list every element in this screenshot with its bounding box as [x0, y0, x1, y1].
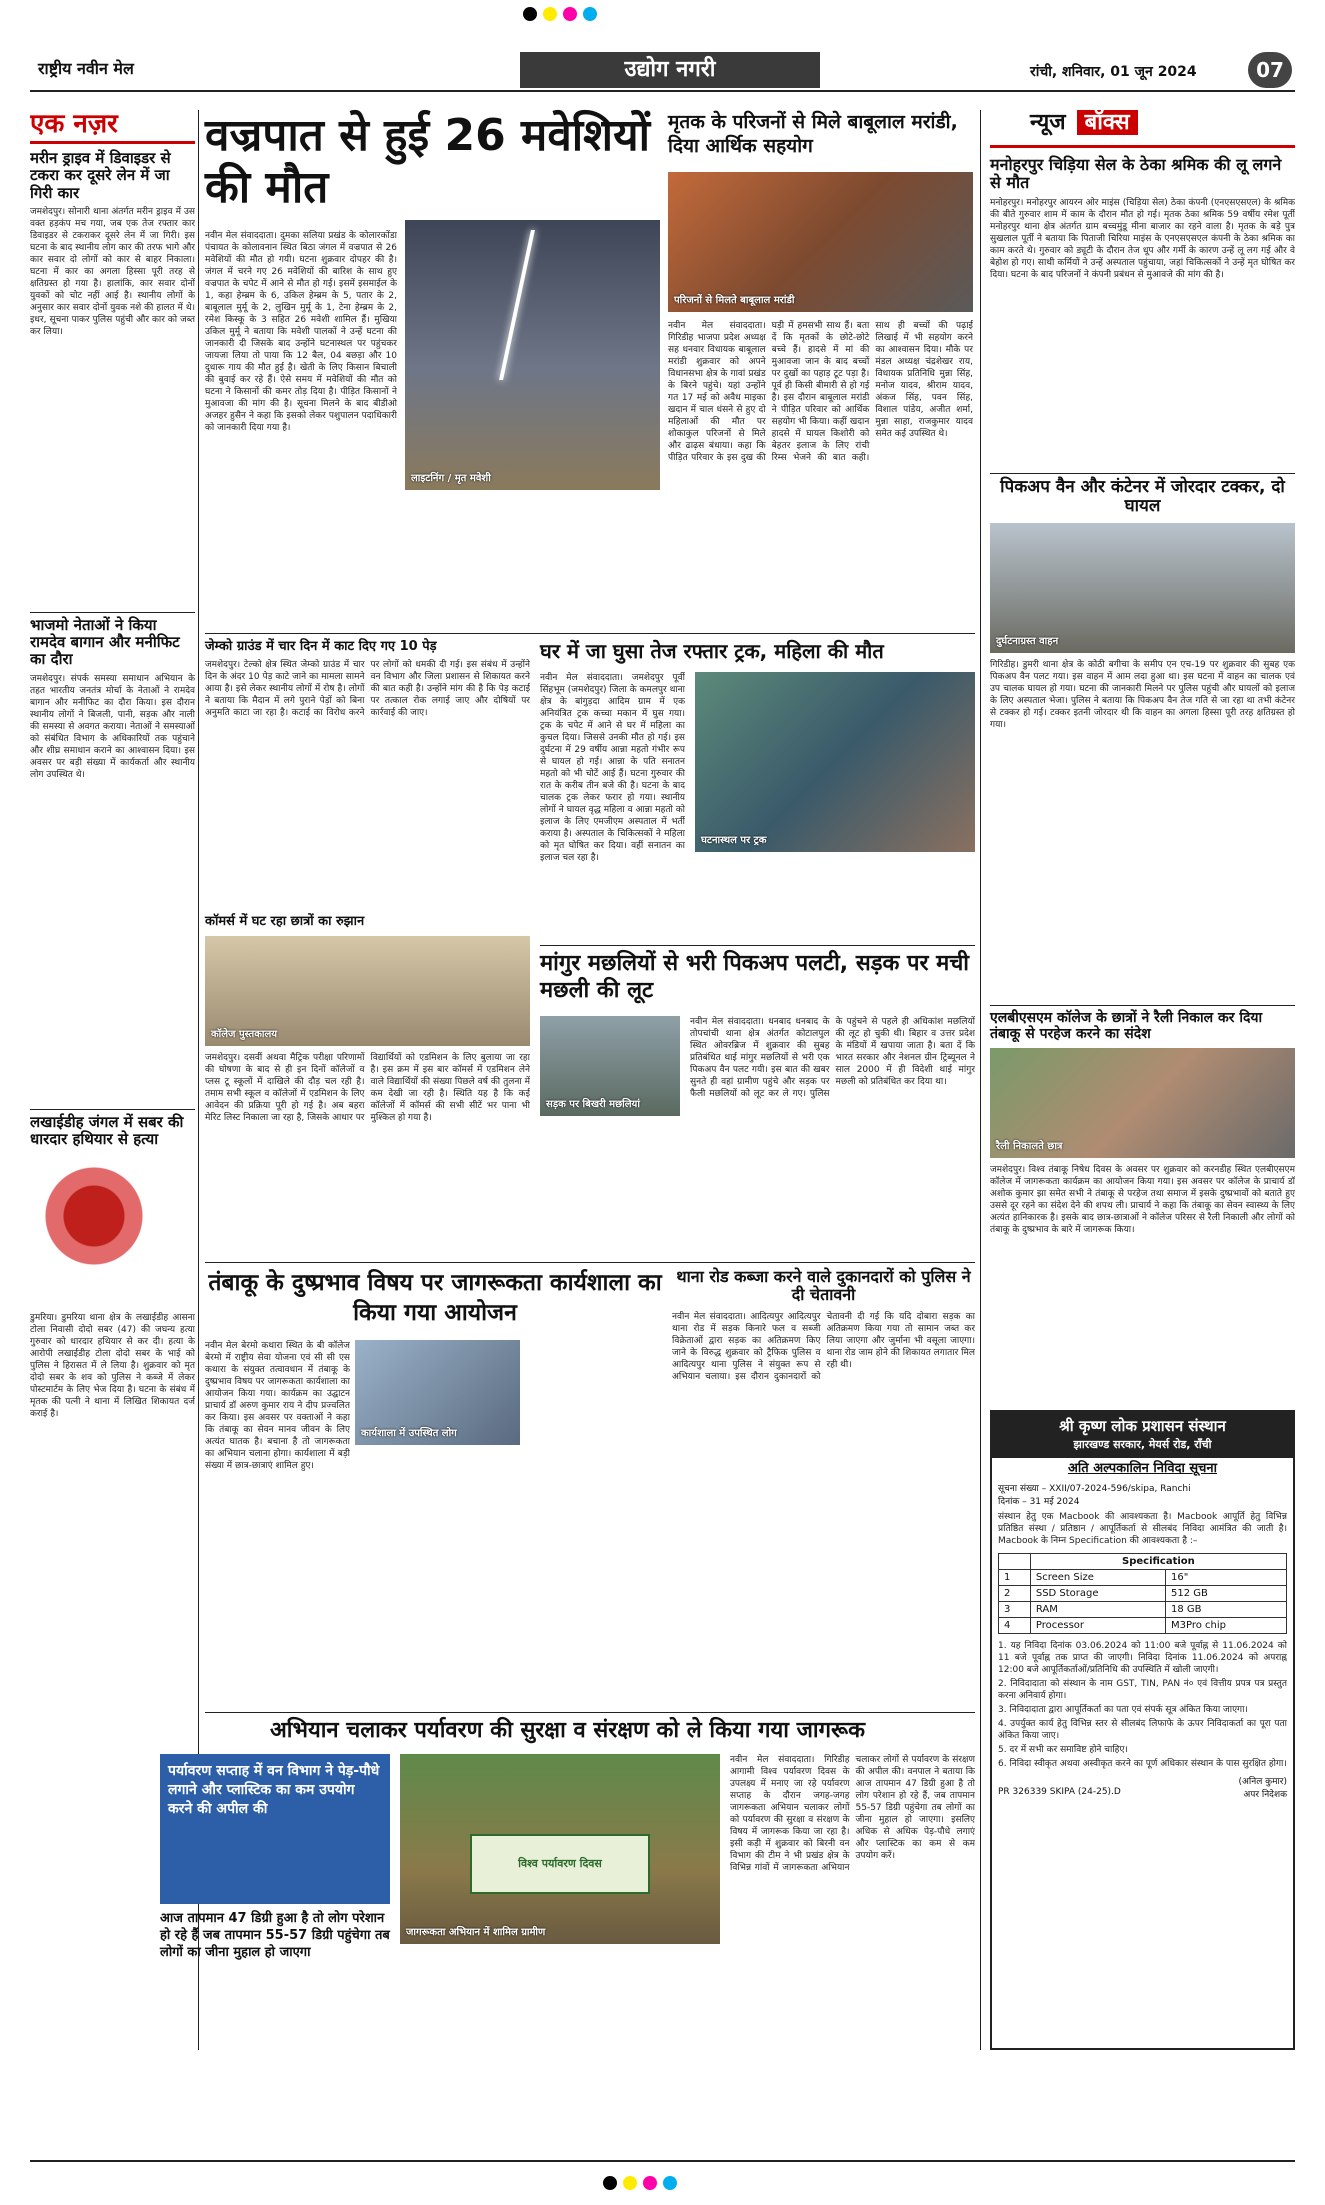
brief-headline: मरीन ड्राइव में डिवाइडर से टकरा कर दूसरे लेन में जा गिरी कार — [30, 149, 171, 202]
body: नवीन मेल संवाददाता। धनबाद धनबाद के तोपचांची थाना क्षेत्र अंतर्गत कोटालपुल स्थित ओवरब्रिज में शुक्रवार की सुबह प्रतिबंधित थाई मांगुर मछलियों से भरी एक पिकअप वैन पलट गयी। इस बात की खबर सुनते ही वहां ग्रामीण पहुंचे और सड़क पर फैली मछलियों को लूट कर ले गए। पुलिस के पहुंचने से पहले ही अधिकांश मछलियों की लूट हो चुकी थी। बिहार व उत्तर प्रदेश के मंडियों में खपाया जाता है। बता दें कि भारत सरकार और नेशनल ग्रीन ट्रिब्यूनल ने साल 2000 में ही विदेशी थाई मांगुर मछली को प्रतिबंधित कर दिया था। — [690, 1017, 975, 1099]
body: नवीन मेल बेरमो कथारा स्थित के बी कॉलेज बेरमो में राष्ट्रीय सेवा योजना एवं सी सी एस कथारा के संयुक्त तत्वावधान में तंबाकू के दुष्प्रभाव विषय पर जागरूकता कार्यशाला का आयोजन किया गया। कार्यक्रम का उद्घाटन प्राचार्य डॉ अरुण कुमार राय ने दीप प्रज्वलित कर किया। इस अवसर पर वक्ताओं ने कहा कि तंबाकू का सेवन मानव जीवन के लिए अत्यंत घातक है। बचाना है तो जागरूकता का अभियान चलाना होगा। कार्यशाला में बड़ी संख्या में छात्र-छात्राएं शामिल हुए। — [205, 1341, 350, 1471]
story3-body: जमशेदपुर। विश्व तंबाकू निषेध दिवस के अवसर पर शुक्रवार को करनडीह स्थित एलबीएसएम कॉलेज में जागरूकता कार्यक्रम का आयोजन किया गया। इस अवसर पर कॉलेज के प्राचार्य डॉ अशोक कुमार झा समेत सभी ने तंबाकू से परहेज तथा समाज में इसके दुष्प्रभावों को बताते हुए उससे दूर रहने का संदेश देने की शपथ ली। प्राचार्य ने कहा कि तंबाकू का सेवन स्वास्थ्य के लिए अत्यंत हानिकारक है। इसके बाद छात्र-छात्राओं ने कॉलेज परिसर से रैली निकाली और लोगों को तंबाकू के दुष्प्रभाव के बारे में जागरूक किया। — [990, 1165, 1295, 1236]
tender-title: अति अल्पकालिन निविदा सूचना — [1068, 1461, 1217, 1477]
spec-heading: Specification — [1030, 1554, 1286, 1570]
environment-photo — [400, 1754, 720, 1944]
story3-headline: एलबीएसएम कॉलेज के छात्रों ने रैली निकाल कर दिया तंबाकू से परहेज करने का संदेश — [990, 1010, 1263, 1043]
tender-header — [992, 1412, 1293, 1458]
spec-item: RAM — [1030, 1602, 1165, 1618]
designation: अपर निदेशक — [1243, 1790, 1287, 1801]
headline: वज्रपात से हुई 26 मवेशियों की मौत — [205, 110, 651, 213]
story2-body: गिरिडीह। डुमरी थाना क्षेत्र के कोठी बगीचा के समीप एन एच-19 पर शुक्रवार की सुबह एक पिकअप वैन पलट गया। इस वाहन में आम लदा हुआ था। इस घटना में वाहन का चालक एवं उप चालक घायल हो गया। घटना की जानकारी मिलने पर पुलिस पहुंची और घायलों को इलाज के लिए अस्पताल भेजा। पुलिस ने बताया कि पिकअप वैन तेज गति से जा रहा था तभी कंटेनर से टक्कर हो गई। टक्कर इतनी जोरदार थी कि वाहन का अगला हिस्सा पूरी तरह क्षतिग्रस्त हो गया। — [990, 659, 1295, 730]
brief-body: डुमरिया। डुमरिया थाना क्षेत्र के लखाईडीह आसना टोला निवासी दोदो सबर (47) की जघन्य हत्या गुरुवार को धारदार हथियार से कर दी। हत्या के आरोपी लखाईडीह टोला दोदो सबर के भाई को पुलिस ने हिरासत में ले लिया है। शुक्रवार को मृत दोदो सबर के शव को पुलिस ने कब्जे में लेकर पोस्टमार्टम के लिए भेज दिया है। घटना के संबंध में मृतक की पत्नी ने थाना में लिखित शिकायत दर्ज कराई है। — [30, 1313, 195, 1419]
photo-caption: कार्यशाला में उपस्थित लोग — [361, 1428, 457, 1439]
brief-body: जमशेदपुर। सोनारी थाना अंतर्गत मरीन ड्राइव में उस वक्त हड़कंप मच गया, जब एक तेज रफ्तार कार डिवाइडर से टकराकर दूसरे लेन में जा गिरी। इस घटना के बाद स्थानीय लोग कार की तरफ भागे और कार सवार दो लोगों को कार से बाहर निकाला। घटना में कार का अगला हिस्सा पूरी तरह से क्षतिग्रस्त हो गया है। हालांकि, कार सवार दोनों युवकों को चोट नहीं आई है। स्थानीय लोगों के अनुसार कार सवार दोनों युवक नशे की हालत में थे। इधर, सूचना पाकर पुलिस पहुंची और कार को जब्त कर लिया। — [30, 206, 195, 337]
workshop-photo — [355, 1340, 520, 1445]
term: 2. निविदादाता को संस्थान के नाम GST, TIN, PAN नं० एवं वित्तीय प्रपत्र पत्र प्रस्तुत करना अनिवार्य होगा। — [998, 1679, 1287, 1702]
news-box-label: न्यूज — [1030, 110, 1066, 135]
photo-caption: सड़क पर बिखरी मछलियां — [546, 1099, 640, 1110]
warning-story — [672, 1268, 975, 1708]
brief-2 — [30, 612, 195, 1103]
spec-item: Processor — [1030, 1618, 1165, 1634]
story1-body: मनोहरपुर। मनोहरपुर आयरन ओर माइंस (चिड़िया सेल) ठेका कंपनी (एनएसएसएल) के श्रमिक की बीते गुरुवार शाम में काम के दौरान मौत हो गई। मृतक ठेका श्रमिक 59 वर्षीय रमेश पूर्ती मनोहरपुर थाना क्षेत्र अंतर्गत ग्राम बच्चमुंडू मीना बाजार का रहने वाला है। मृतक के बड़े पुत्र सुखलाल पूर्ती ने बताया कि पिताजी चिरिया माइंस के एनएसएसएल कंपनी के ठेका श्रमिक का काम करते थे। गुरुवार को ड्यूटी के दौरान तेज धूप और गर्मी के कारण उन्हें लू लग गई और वे बेहोश हो गए। साथी कर्मियों ने उन्हें अस्पताल पहुंचाया, जहां चिकित्सकों ने उन्हें मृत घोषित कर दिया। घटना के बाद परिजनों ने कंपनी प्रबंधन से मुआवजे की मांग की है। — [990, 197, 1295, 280]
spec-no: 4 — [999, 1618, 1031, 1634]
column-rule — [980, 110, 981, 2050]
banner-text: विश्व पर्यावरण दिवस — [518, 1857, 602, 1870]
environment-story — [160, 1718, 975, 2050]
pull-quote-box — [160, 1754, 390, 1904]
spec-item: SSD Storage — [1030, 1586, 1165, 1602]
jemco-story — [205, 640, 530, 910]
photo-caption: लाइटनिंग / मृत मवेशी — [411, 473, 491, 484]
body: नवीन मेल संवाददाता। दुमका सलिया प्रखंड के कोलारकोंडा पंचायत के कोलावनान स्थित बिठा जंगल में वज्रपात से 26 मवेशियों की मौत हो गयी। घटना शुक्रवार दोपहर की है। जंगल में चरने गए 26 मवेशियों की बारिश के साथ हुए वज्रपात के चपेट में आने से मौत हो गई। इसमें इसमाईल के 1, कहा हेम्ब्रम के 6, उकिल हेम्ब्रम के 5, पतार के 2, बाबूलाल मुर्मू के 2, लुखिन मुर्मू के 1, टेना हेम्ब्रम के 2, रमेश किस्कू के 3 सहित 26 मवेशी शामिल हैं। मुखिया उकिल मुर्मू ने बताया कि मवेशी पालकों ने उन्हें घटना की जानकारी दी जिसके बाद उन्होंने घटनास्थल पर पहुंचकर जायजा लिया तो पाया कि 12 बैल, 04 बछड़ा और 10 दुधारू गाय की मौत हुई है। खेती के लिए किसान बिचाली की बुवाई कर रहे हैं। ऐसे समय में मवेशियों की मौत को घटना ने किसानों की कमर तोड़ दिया है। पीड़ित किसानों ने मुआवजा की मांग की है। सूचना मिलने के बाद बीडीओ अजहर हुसैन ने कहा कि इसको लेकर पशुपालन पदाधिकारी को जानकारी दिया गया है। — [205, 231, 397, 433]
tender-org: श्री कृष्ण लोक प्रशासन संस्थान — [1059, 1417, 1226, 1435]
lightning-story — [205, 110, 660, 630]
accident-photo — [990, 523, 1295, 653]
body: नवीन मेल संवाददाता। जमशेदपुर पूर्वी सिंहभूम (जमशेदपुर) जिला के कमलपुर थाना क्षेत्र के बांगुड़दा आदिम ग्राम में एक अनियंत्रित ट्रक कच्चा मकान में घुस गया। ट्रक के चपेट में आने से घर में महिला का कुचल दिया। जिससे उनकी मौत हो गई। इस दुर्घटना में 29 वर्षीय आन्ना महतो गंभीर रूप से घायल हो गई। आन्ना के पति सनातन महतो को भी चोटें आई हैं। घटना गुरुवार की रात के करीब तीन बजे की है। घटना के बाद चालक ट्रक लेकर फरार हो गया। स्थानीय लोगों ने घायल वृद्ध महिला व आन्ना महतो को इलाज के लिए एमजीएम अस्पताल में भर्ती कराया है। अस्पताल के चिकित्सकों ने महिला को मृत घोषित कर दिया। वहीं सनातन का इलाज चल रहा है। — [540, 673, 685, 863]
spec-no: 1 — [999, 1570, 1031, 1586]
truck-photo — [695, 672, 975, 852]
news-box-label-highlight: बॉक्स — [1077, 110, 1138, 135]
brief-1 — [30, 150, 195, 606]
dateline: रांची, शनिवार, 01 जून 2024 — [1030, 64, 1197, 80]
tender-terms — [998, 1640, 1287, 1770]
story1-headline: मनोहरपुर चिड़िया सेल के ठेका श्रमिक की लू लगने से मौत — [990, 155, 1282, 193]
spec-item: Screen Size — [1030, 1570, 1165, 1586]
term: 3. निविदादाता द्वारा आपूर्तिकर्ता का पता एवं संपर्क सूत्र अंकित किया जाएगा। — [998, 1705, 1248, 1716]
truck-story — [540, 640, 975, 940]
page-number: 07 — [1256, 58, 1284, 82]
registration-marks-bottom — [600, 2175, 680, 2194]
spec-table — [998, 1553, 1287, 1634]
fish-photo — [540, 1016, 680, 1116]
news-box-lbsm — [990, 1005, 1295, 1405]
table-row — [999, 1618, 1287, 1634]
library-photo — [205, 936, 530, 1046]
headline: मांगुर मछलियों से भरी पिकअप पलटी, सड़क पर मची मछली की लूट — [540, 951, 970, 1003]
spec-value: 512 GB — [1165, 1586, 1286, 1602]
signatory: (अनिल कुमार) — [1238, 1777, 1287, 1788]
masthead — [30, 50, 1295, 92]
page-number-badge — [1248, 52, 1292, 88]
tender-address: झारखण्ड सरकार, मेयर्स रोड, राँची — [1073, 1438, 1212, 1452]
section-rule — [205, 1712, 975, 1713]
pull-quote: पर्यावरण सप्ताह में वन विभाग ने पेड़-पौधे लगाने और प्लास्टिक का कम उपयोग करने की अपील की — [168, 1763, 380, 1817]
brief-headline: लखाईडीह जंगल में सबर की धारदार हथियार से हत्या — [30, 1112, 184, 1148]
section-banner — [520, 52, 820, 88]
term: 1. यह निविदा दिनांक 03.06.2024 को 11:00 बजे पूर्वाह्न से 11.06.2024 को 11 बजे पूर्वाह्न तक प्राप्त की जाएगी। निविदा दिनांक 11.06.2024 को अपराह्न 12:00 बजे आपूर्तिकर्ताओं/प्रतिनिधि की उपस्थिति में खोली जाएगी। — [998, 1641, 1287, 1676]
headline: अभियान चलाकर पर्यावरण की सुरक्षा व संरक्षण को ले किया गया जागरूक — [270, 1718, 865, 1743]
registration-marks-top — [520, 6, 600, 25]
brief-body: जमशेदपुर। संपर्क समस्या समाधान अभियान के तहत भारतीय जनतंत्र मोर्चा के नेताओं ने रामदेव बागान और मनीफिट का दौरा किया। इस दौरान स्थानीय लोगों ने बिजली, पानी, सड़क और नाली की समस्या से अवगत कराया। नेताओं ने समस्याओं को संबंधित विभाग के अधिकारियों तक पहुंचाने और शीघ्र समाधान कराने का आश्वासन दिया। इस अवसर पर बड़ी संख्या में कार्यकर्ता और स्थानीय लोग उपस्थित थे। — [30, 673, 195, 780]
spec-no: 2 — [999, 1586, 1031, 1602]
bottom-border — [30, 2160, 1295, 2162]
commerce-story — [205, 915, 530, 1255]
spec-no: 3 — [999, 1602, 1031, 1618]
tender-intro: संस्थान हेतु एक Macbook की आवश्यकता है। Macbook आपूर्ति हेतु विभिन्न प्रतिष्ठित संस्था / प्रतिष्ठान / आपूर्तिकर्ता से सीलबंद निविदा आमंत्रित की जाती है। Macbook के निम्न Specification की आवश्यकता है :– — [998, 1512, 1287, 1547]
body: जमशेदपुर। दसवीं अथवा मैट्रिक परीक्षा परिणामों की घोषणा के बाद से ही इन दिनों कॉलेजों व प्लस टू स्कूलों में दाखिले की दौड़ चल रही है। तमाम सभी स्कूल व कॉलेजों में एडमिशन के लिए आवेदन की प्रक्रिया पूरी हो गई है। अब बहरा मेरिट लिस्ट निकाला जा रहा है, जिसके आधार पर विद्यार्थियों को एडमिशन के लिए बुलाया जा रहा है। इस क्रम में इस बार कॉमर्स में एडमिशन लेने वाले विद्यार्थियों की संख्या पिछले वर्ष की तुलना में कम देखी जा रही है। स्थिति यह है कि कई कॉलेजों में कॉमर्स की सभी सीटें भर पाना भी मुश्किल हो गया है। — [205, 1052, 530, 1123]
lightning-photo — [405, 220, 660, 490]
pr-number: PR 326339 SKIPA (24-25).D — [998, 1787, 1121, 1798]
photo-caption: घटनास्थल पर ट्रक — [701, 835, 767, 846]
paper-name: राष्ट्रीय नवीन मेल — [38, 59, 134, 78]
brief-headline: भाजमो नेताओं ने किया रामदेव बागान और मनीफिट का दौरा — [30, 615, 180, 669]
tender-notice — [990, 1410, 1295, 2050]
ek-nazar-title: एक नज़र — [30, 110, 118, 139]
story2-headline: पिकअप वैन और कंटेनर में जोरदार टक्कर, दो घायल — [990, 473, 1295, 517]
photo-caption: रैली निकालते छात्र — [996, 1141, 1063, 1153]
headline: कॉमर्स में घट रहा छात्रों का रुझान — [205, 914, 365, 929]
rally-photo — [990, 1048, 1295, 1158]
ek-nazar-header — [30, 110, 195, 144]
spec-value: 16" — [1165, 1570, 1286, 1586]
tobacco-story — [205, 1268, 665, 1708]
blood-splatter-image — [30, 1156, 190, 1306]
marandi-photo — [668, 172, 973, 312]
table-row — [999, 1602, 1287, 1618]
spec-header-no — [999, 1554, 1031, 1570]
term: 4. उपर्युक्त कार्य हेतु विभिन्न स्तर से सीलबंद लिफाफे के ऊपर निविदाकर्ता का पूरा पता अंकित किया जाए। — [998, 1719, 1287, 1742]
term: 5. दर में सभी कर समाविष्ट होने चाहिए। — [998, 1745, 1128, 1756]
photo-caption: दुर्घटनाग्रस्त वाहन — [996, 635, 1059, 647]
headline: तंबाकू के दुष्प्रभाव विषय पर जागरूकता कार्यशाला का किया गया आयोजन — [208, 1270, 662, 1326]
fish-story — [540, 945, 975, 1255]
news-box-header — [990, 110, 1295, 148]
body: नवीन मेल संवाददाता। गिरिडीह भाजपा प्रदेश अध्यक्ष सह धनवार विधायक बाबूलाल मरांडी शुक्रवार को अपने विधानसभा क्षेत्र के गावां प्रखंड के बिरने पहुंचे। यहां उन्होंने गत 17 मई को अवैध माइका खदान में चाल धंसने से हुए दो महिलाओं की मौत पर शोकाकुल परिजनों से मिले और ढाढ़स बंधाया। कहा कि पीड़ित परिवार के इस दुख की घड़ी में हमसभी साथ हैं। बता दें कि मृतकों के छोटे-छोटे बच्चे हैं। हादसे में मां की मुआवजा जान के बाद बच्चों पर दुखों का पहाड़ टूट पड़ा है। पूर्व ही किसी बीमारी से हो गई है। इस दौरान बाबूलाल मरांडी ने पीड़ित परिवार को आर्थिक सहयोग भी किया। कहीं खदान हादसे में घायल किशोरी को बेहतर इलाज के लिए रांची रिम्स भेजने की बात कही। साथ ही बच्चों की पढ़ाई लिखाई में भी सहयोग करने का आश्वासन दिया। मौके पर मंडल अध्यक्ष चंद्रशेखर राय, विधायक प्रतिनिधि मुन्ना सिंह, मनोज यादव, श्रीराम यादव, अंकज सिंह, पवन सिंह, विशाल पांडेय, अजीत शर्मा, मुन्ना साहा, राजकुमार यादव समेत कई उपस्थित थे। — [668, 321, 973, 463]
body: नवीन मेल संवाददाता। गिरिडीह आगामी विश्व पर्यावरण दिवस के उपलक्ष्य में मनाए जा रहे पर्यावरण सप्ताह के दौरान जगह-जगह जागरूकता अभियान चलाकर लोगों को पर्यावरण की सुरक्षा व संरक्षण के विषय में जागरूक किया जा रहा है। इसी कड़ी में शुक्रवार को बिरनी वन विभाग की टीम ने भी प्रखंड क्षेत्र के विभिन्न गांवों में जागरूकता अभियान चलाकर लोगों से पर्यावरण के संरक्षण की अपील की। वनपाल ने बताया कि आज तापमान 47 डिग्री हुआ है तो लोग परेशान हो रहे हैं, जब तापमान 55-57 डिग्री पहुंचेगा तब लोगों का जीना मुहाल हो जाएगा। इसलिए अधिक से अधिक पेड़-पौधे लगाएं और प्लास्टिक का कम से कम उपयोग करें। — [730, 1755, 975, 1873]
section-title: उद्योग नगरी — [624, 57, 716, 82]
photo-caption: कॉलेज पुस्तकालय — [211, 1028, 278, 1040]
photo-caption: परिजनों से मिलते बाबूलाल मरांडी — [674, 295, 795, 306]
headline: मृतक के परिजनों से मिले बाबूलाल मरांडी, दिया आर्थिक सहयोग — [668, 111, 958, 157]
section-rule — [205, 1262, 975, 1263]
body: नवीन मेल संवाददाता। आदित्यपुर आदित्यपुर थाना रोड में सड़क किनारे फल व सब्जी विक्रेताओं द्वारा सड़क का अतिक्रमण किए जाने के विरुद्ध शुक्रवार को ट्रैफिक पुलिस व आदित्यपुर थाना पुलिस ने संयुक्त रूप से अभियान चलाया। इस दौरान दुकानदारों को चेतावनी दी गई कि यदि दोबारा सड़क का अतिक्रमण किया गया तो सामान जब्त कर लिया जाएगा और जुर्माना भी वसूला जाएगा। थाना रोड जाम होने की शिकायत लगातार मिल रही थी। — [672, 1311, 975, 1382]
news-box — [990, 110, 1295, 1000]
lightning-bolt-icon — [499, 230, 535, 380]
section-rule — [205, 633, 975, 634]
tender-ref: सूचना संख्या – XXII/07-2024-596/skipa, Ranchi — [998, 1484, 1191, 1495]
spec-value: 18 GB — [1165, 1602, 1286, 1618]
campaign-banner — [470, 1834, 650, 1894]
table-row — [999, 1570, 1287, 1586]
tender-date: दिनांक – 31 मई 2024 — [998, 1497, 1080, 1508]
headline: थाना रोड कब्जा करने वाले दुकानदारों को पुलिस ने दी चेतावनी — [676, 1267, 971, 1305]
term: 6. निविदा स्वीकृत अथवा अस्वीकृत करने का पूर्ण अधिकार संस्थान के पास सुरक्षित होगा। — [998, 1759, 1287, 1770]
marandi-story — [668, 110, 973, 630]
body: जमशेदपुर। टेल्को क्षेत्र स्थित जेम्को ग्राउंड में चार दिन के अंदर 10 पेड़ काटे जाने का मामला सामने आया है। इसे लेकर स्थानीय लोगों में रोष है। लोगों ने बताया कि मैदान में लगे पुराने पेड़ों को बिना अनुमति काटा जा रहा है। कटाई का विरोध करने पर लोगों को धमकी दी गई। इस संबंध में उन्होंने वन विभाग और जिला प्रशासन से शिकायत करने की बात कही है। उन्होंने मांग की है कि पेड़ कटाई पर तत्काल रोक लगाई जाए और दोषियों पर कार्रवाई की जाए। — [205, 659, 530, 718]
pull-quote-2: आज तापमान 47 डिग्री हुआ है तो लोग परेशान हो रहे हैं जब तापमान 55-57 डिग्री पहुंचेगा तब लोगों का जीना मुहाल हो जाएगा — [160, 1911, 390, 1960]
spec-value: M3Pro chip — [1165, 1618, 1286, 1634]
headline: घर में जा घुसा तेज रफ्तार ट्रक, महिला की मौत — [540, 639, 884, 663]
headline: जेम्को ग्राउंड में चार दिन में काट दिए गए 10 पेड़ — [205, 639, 437, 654]
photo-caption: जागरूकता अभियान में शामिल ग्रामीण — [406, 1927, 546, 1938]
table-row — [999, 1586, 1287, 1602]
